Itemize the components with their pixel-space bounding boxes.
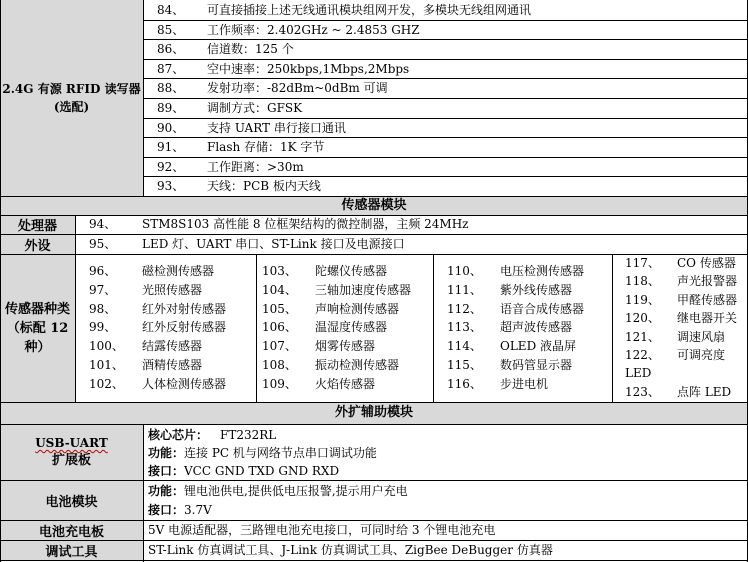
sensor-item-num: 118、 (625, 274, 660, 288)
sensor-item-name: 磁检测传感器 (142, 264, 215, 278)
sensor-item-num: 117、 (625, 256, 660, 270)
sensor-item-name: 温湿度传感器 (315, 320, 388, 334)
rfid-row-text: 支持 UART 串行接口通讯 (207, 121, 346, 135)
rfid-row-num: 86、 (157, 42, 185, 56)
row-divider (0, 480, 748, 481)
section-divider (0, 402, 748, 403)
processor-num: 94、 (89, 217, 117, 231)
rfid-label-divider (143, 0, 144, 196)
sensor-item-num: 105、 (262, 302, 297, 316)
sensor-item-num: 114、 (447, 339, 482, 353)
usb-uart-iface-value: VCC GND TXD GND RXD (184, 464, 340, 478)
usb-uart-chip-row (148, 426, 276, 444)
usb-uart-func-key: 功能： (148, 446, 185, 460)
sensor-item-num: 120、 (625, 311, 660, 325)
rfid-row-text: 发射功率：-82dBm~0dBm 可调 (207, 81, 388, 95)
sensor-item-name: 点阵 LED (677, 385, 732, 399)
rfid-row-divider (143, 137, 748, 138)
rfid-label-line1: 2.4G 有源 RFID 读写器 (2, 82, 141, 96)
sensor-item-name: 超声波传感器 (500, 320, 573, 334)
table-border-bottom (0, 560, 748, 561)
sensor-item-num: 107、 (262, 339, 297, 353)
sensor-item-num: 102、 (89, 377, 124, 391)
sensor-item-num: 115、 (447, 358, 482, 372)
battery-iface-row (148, 501, 212, 519)
sensor-item-name: 紫外线传感器 (500, 283, 573, 297)
charger-label: 电池充电板 (38, 524, 104, 540)
rfid-row-text: 空中速率：250kbps,1Mbps,2Mbps (207, 62, 410, 76)
sensor-item-num: 111、 (447, 283, 482, 297)
sensor-item-num: 98、 (89, 302, 117, 316)
sensor-item-name: 火焰传感器 (315, 377, 376, 391)
sensor-item-name: 电压检测传感器 (500, 264, 585, 278)
sensor-item-name: 结露传感器 (142, 339, 203, 353)
usb-uart-label-line2: 扩展板 (51, 453, 91, 468)
sensor-types-label-cell (0, 254, 75, 402)
sensor-item-num: 121、 (625, 330, 660, 344)
rfid-label-line2: (选配) (53, 100, 90, 114)
sensor-item-num: 100、 (89, 339, 124, 353)
rfid-row-num: 90、 (157, 121, 185, 135)
rfid-row-text: 工作距离：>30m (207, 160, 304, 174)
sensor-item-name: 振动检测传感器 (315, 358, 400, 372)
sensor-module-header (0, 196, 748, 215)
sensor-col-divider (256, 254, 257, 402)
battery-label-cell (0, 480, 143, 520)
sensor-item-name: CO 传感器 (677, 256, 736, 270)
rfid-row-num: 91、 (157, 140, 185, 154)
sensor-item-num: 110、 (447, 264, 482, 278)
usb-uart-chip-key: 核心芯片： (148, 428, 209, 442)
battery-func-row (148, 482, 408, 500)
aux-module-title: 外扩辅助模块 (334, 405, 413, 420)
usb-uart-label-cell (0, 424, 143, 480)
processor-text: STM8S103 高性能 8 位框架结构的微控制器，主频 24MHz (142, 217, 469, 231)
sensor-item-num: 99、 (89, 320, 117, 334)
rfid-row-text: 天线：PCB 板内天线 (207, 179, 321, 193)
row-divider (0, 520, 748, 521)
rfid-row-divider (143, 157, 748, 158)
sensor-item-name: 语音合成传感器 (500, 302, 585, 316)
peripheral-num: 95、 (89, 237, 117, 251)
rfid-row-num: 92、 (157, 160, 185, 174)
sensor-item-name: 可调亮度 (677, 348, 726, 362)
section-divider (0, 215, 748, 216)
sensor-item-name: LED (625, 366, 652, 380)
sensor-item-num: 109、 (262, 377, 297, 391)
row-divider (0, 254, 748, 255)
sensor-item-name: 三轴加速度传感器 (315, 283, 412, 297)
rfid-row-text: Flash 存储：1K 字节 (207, 140, 325, 154)
sensor-label-divider (75, 215, 76, 402)
rfid-label-cell (0, 0, 143, 196)
sensor-item-num: 119、 (625, 293, 660, 307)
sensor-item-num: 123、 (625, 385, 660, 399)
section-divider (0, 196, 748, 197)
rfid-row-num: 84、 (157, 3, 185, 17)
battery-label: 电池模块 (45, 494, 98, 510)
rfid-row-num: 89、 (157, 101, 185, 115)
sensor-item-num: 116、 (447, 377, 482, 391)
rfid-row-text: 可直接插接上述无线通讯模块组网开发，多模块无线组网通讯 (207, 3, 532, 17)
debug-text-value: ST-Link 仿真调试工具、J-Link 仿真调试工具、ZigBee DeBugger 仿真器 (148, 543, 553, 557)
usb-uart-chip-value: FT232RL (220, 428, 277, 442)
charger-text: 5V 电源适配器，三路锂电池充电接口，可同时给 3 个锂电池充电 (148, 523, 496, 537)
rfid-row-text: 信道数：125 个 (207, 42, 294, 56)
rfid-row-divider (143, 39, 748, 40)
processor-label-cell (0, 215, 75, 234)
row-divider (0, 540, 748, 541)
aux-module-header (0, 402, 748, 424)
sensor-col-divider (433, 254, 434, 402)
rfid-row-divider (143, 59, 748, 60)
sensor-module-title: 传感器模块 (341, 198, 407, 213)
rfid-row-text: 工作频率：2.402GHz ~ 2.4853 GHZ (207, 23, 420, 37)
sensor-item-num: 96、 (89, 264, 117, 278)
sensor-item-name: 红外反射传感器 (142, 320, 227, 334)
sensor-item-name: 红外对射传感器 (142, 302, 227, 316)
sensor-item-name: 声光报警器 (677, 274, 738, 288)
debug-text (148, 541, 553, 559)
sensor-item-name: 数码管显示器 (500, 358, 573, 372)
rfid-row-divider (143, 118, 748, 119)
table-border-left (0, 0, 1, 562)
sensor-item-num: 97、 (89, 283, 117, 297)
sensor-item-num: 112、 (447, 302, 482, 316)
rfid-row-divider (143, 20, 748, 21)
rfid-row-divider (143, 98, 748, 99)
sensor-types-label-line1: 传感器种类 (4, 301, 70, 317)
peripheral-label-cell (0, 234, 75, 254)
sensor-item-num: 101、 (89, 358, 124, 372)
charger-label-cell (0, 520, 143, 540)
sensor-item-name: 人体检测传感器 (142, 377, 227, 391)
sensor-item-num: 122、 (625, 348, 660, 362)
sensor-item-num: 108、 (262, 358, 297, 372)
row-divider (0, 234, 748, 235)
sensor-item-name: 甲醛传感器 (677, 293, 738, 307)
usb-uart-iface-key: 接口： (148, 464, 185, 478)
rfid-row-divider (143, 78, 748, 79)
sensor-item-name: 继电器开关 (677, 311, 738, 325)
sensor-item-name: 步进电机 (500, 377, 549, 391)
battery-func-key: 功能： (148, 484, 185, 498)
rfid-row-num: 93、 (157, 179, 185, 193)
sensor-item-num: 106、 (262, 320, 297, 334)
rfid-row-num: 88、 (157, 81, 185, 95)
battery-iface-key: 接口： (148, 503, 185, 517)
sensor-types-label-line2: （标配 12 (6, 320, 69, 336)
sensor-types-label-line3: 种） (24, 339, 51, 355)
sensor-item-name: 烟雾传感器 (315, 339, 376, 353)
aux-label-divider (143, 424, 144, 562)
debug-label: 调试工具 (45, 544, 98, 560)
sensor-item-num: 104、 (262, 283, 297, 297)
sensor-item-name: 光照传感器 (142, 283, 203, 297)
peripheral-text: LED 灯、UART 串口、ST-Link 接口及电源接口 (142, 237, 405, 251)
processor-label: 处理器 (17, 219, 57, 234)
sensor-item-name: 陀螺仪传感器 (315, 264, 388, 278)
rfid-row-divider (143, 176, 748, 177)
sensor-item-name: 调速风扇 (677, 330, 726, 344)
sensor-col-divider (612, 254, 613, 402)
sensor-item-name: OLED 液晶屏 (500, 339, 577, 353)
sensor-item-num: 113、 (447, 320, 482, 334)
sensor-item-name: 声响检测传感器 (315, 302, 400, 316)
rfid-row-text: 调制方式：GFSK (207, 101, 303, 115)
sensor-item-name: 酒精传感器 (142, 358, 203, 372)
usb-uart-iface-row (148, 462, 339, 480)
usb-uart-func-value: 连接 PC 机与网络节点串口调试功能 (184, 446, 377, 460)
battery-func-value: 锂电池供电,提供低电压报警,提示用户充电 (184, 484, 408, 498)
debug-label-cell (0, 540, 143, 560)
battery-iface-value: 3.7V (184, 503, 212, 517)
section-divider (0, 424, 748, 425)
peripheral-label: 外设 (24, 238, 51, 254)
usb-uart-func-row (148, 444, 377, 462)
rfid-row-num: 87、 (157, 62, 185, 76)
usb-uart-label-line1: USB-UART (35, 436, 108, 450)
sensor-item-num: 103、 (262, 264, 297, 278)
rfid-row-num: 85、 (157, 23, 185, 37)
